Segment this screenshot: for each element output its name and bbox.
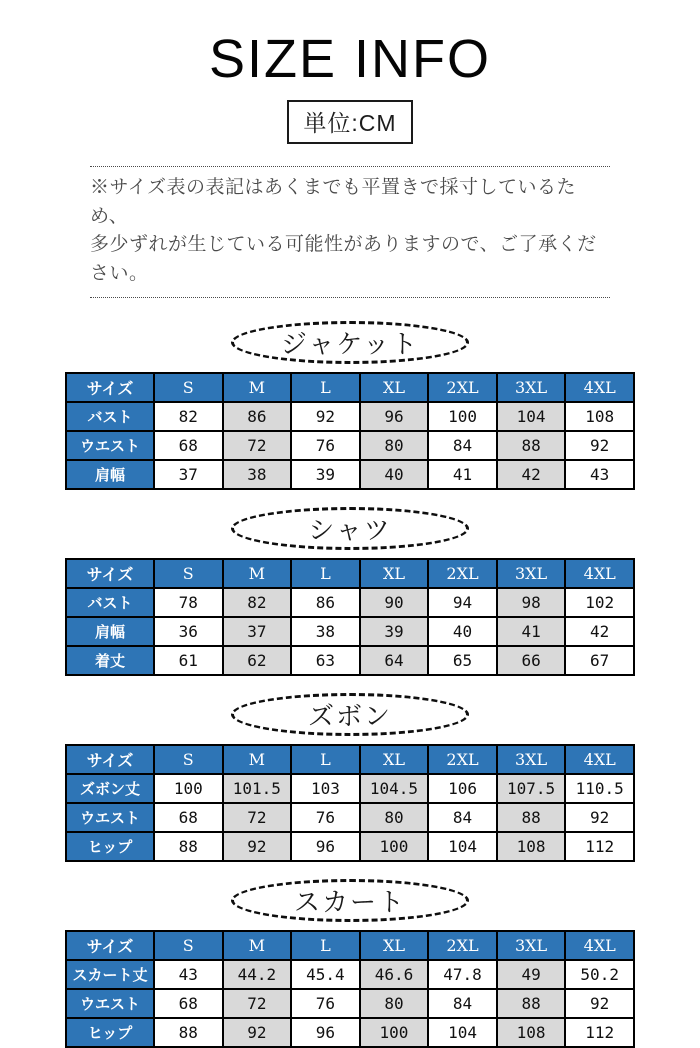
row-label-cell: 肩幅: [66, 617, 154, 646]
size-value-cell: 100: [360, 832, 429, 861]
size-value-cell: 84: [428, 431, 497, 460]
size-header-cell: 2XL: [428, 745, 497, 774]
measurement-row: [66, 588, 634, 617]
size-header-cell: L: [291, 931, 360, 960]
size-value-cell: 67: [565, 646, 634, 675]
size-header-row: [66, 373, 634, 402]
size-value-cell: 72: [223, 431, 292, 460]
measurement-row: [66, 803, 634, 832]
row-label-cell: ウエスト: [66, 431, 154, 460]
section-title-label: シャツ: [308, 516, 392, 545]
size-header-cell: S: [154, 745, 223, 774]
size-value-cell: 82: [223, 588, 292, 617]
size-value-cell: 88: [497, 803, 566, 832]
size-value-cell: 40: [360, 460, 429, 489]
size-value-cell: 43: [154, 960, 223, 989]
size-header-cell: 3XL: [497, 373, 566, 402]
size-header-label: サイズ: [66, 931, 154, 960]
size-value-cell: 101.5: [223, 774, 292, 803]
size-table-shirt: [65, 558, 635, 676]
size-value-cell: 68: [154, 431, 223, 460]
size-value-cell: 100: [154, 774, 223, 803]
size-value-cell: 42: [497, 460, 566, 489]
measurement-row: [66, 832, 634, 861]
size-header-cell: 2XL: [428, 931, 497, 960]
size-value-cell: 104: [497, 402, 566, 431]
size-table-skirt: [65, 930, 635, 1048]
size-table-jacket: [65, 372, 635, 490]
row-label-cell: バスト: [66, 588, 154, 617]
size-value-cell: 76: [291, 989, 360, 1018]
section-title-label: スカート: [293, 888, 406, 917]
size-header-cell: M: [223, 373, 292, 402]
size-header-cell: S: [154, 931, 223, 960]
size-value-cell: 38: [223, 460, 292, 489]
size-value-cell: 96: [291, 832, 360, 861]
measurement-row: [66, 460, 634, 489]
size-value-cell: 104: [428, 832, 497, 861]
size-header-row: [66, 559, 634, 588]
size-header-cell: 3XL: [497, 559, 566, 588]
size-header-cell: S: [154, 559, 223, 588]
section-pants: [0, 693, 700, 862]
row-label-cell: 肩幅: [66, 460, 154, 489]
size-value-cell: 88: [497, 431, 566, 460]
size-table-pants: [65, 744, 635, 862]
size-value-cell: 88: [154, 1018, 223, 1047]
size-value-cell: 104.5: [360, 774, 429, 803]
row-label-cell: ヒップ: [66, 1018, 154, 1047]
size-header-cell: XL: [360, 931, 429, 960]
size-value-cell: 92: [565, 803, 634, 832]
row-label-cell: ウエスト: [66, 803, 154, 832]
size-header-cell: 4XL: [565, 931, 634, 960]
size-value-cell: 80: [360, 431, 429, 460]
size-header-cell: M: [223, 745, 292, 774]
size-header-cell: S: [154, 373, 223, 402]
size-value-cell: 72: [223, 989, 292, 1018]
size-value-cell: 94: [428, 588, 497, 617]
note-line-2: 多少ずれが生じている可能性がありますので、ご了承ください。: [90, 234, 597, 284]
section-title-ellipse-jacket: [231, 321, 469, 364]
size-header-label: サイズ: [66, 559, 154, 588]
size-header-cell: L: [291, 745, 360, 774]
size-value-cell: 37: [223, 617, 292, 646]
size-header-cell: L: [291, 373, 360, 402]
measurement-note: [90, 166, 610, 298]
size-header-cell: M: [223, 559, 292, 588]
size-value-cell: 72: [223, 803, 292, 832]
row-label-cell: 着丈: [66, 646, 154, 675]
size-header-cell: 3XL: [497, 931, 566, 960]
section-skirt: [0, 879, 700, 1048]
size-value-cell: 36: [154, 617, 223, 646]
size-value-cell: 98: [497, 588, 566, 617]
size-header-cell: M: [223, 931, 292, 960]
measurement-row: [66, 402, 634, 431]
size-value-cell: 39: [360, 617, 429, 646]
size-value-cell: 103: [291, 774, 360, 803]
size-header-cell: 4XL: [565, 373, 634, 402]
size-value-cell: 92: [223, 1018, 292, 1047]
size-value-cell: 64: [360, 646, 429, 675]
size-header-row: [66, 745, 634, 774]
section-title-ellipse-pants: [231, 693, 469, 736]
size-value-cell: 78: [154, 588, 223, 617]
size-value-cell: 88: [497, 989, 566, 1018]
size-header-cell: XL: [360, 559, 429, 588]
size-value-cell: 96: [291, 1018, 360, 1047]
section-title-ellipse-shirt: [231, 507, 469, 550]
size-value-cell: 110.5: [565, 774, 634, 803]
size-header-cell: XL: [360, 373, 429, 402]
row-label-cell: ウエスト: [66, 989, 154, 1018]
size-value-cell: 41: [497, 617, 566, 646]
size-value-cell: 92: [565, 989, 634, 1018]
size-value-cell: 68: [154, 989, 223, 1018]
section-shirt: [0, 507, 700, 676]
size-header-row: [66, 931, 634, 960]
size-value-cell: 104: [428, 1018, 497, 1047]
size-value-cell: 90: [360, 588, 429, 617]
size-value-cell: 68: [154, 803, 223, 832]
size-value-cell: 106: [428, 774, 497, 803]
size-value-cell: 84: [428, 803, 497, 832]
size-value-cell: 40: [428, 617, 497, 646]
size-value-cell: 108: [497, 832, 566, 861]
row-label-cell: ズボン丈: [66, 774, 154, 803]
size-value-cell: 47.8: [428, 960, 497, 989]
size-header-label: サイズ: [66, 745, 154, 774]
unit-box-wrap: [0, 100, 700, 144]
row-label-cell: バスト: [66, 402, 154, 431]
size-value-cell: 38: [291, 617, 360, 646]
measurement-row: [66, 646, 634, 675]
size-value-cell: 45.4: [291, 960, 360, 989]
size-value-cell: 65: [428, 646, 497, 675]
size-value-cell: 108: [565, 402, 634, 431]
note-line-1: ※サイズ表の表記はあくまでも平置きで採寸しているため、: [90, 177, 576, 227]
measurement-row: [66, 617, 634, 646]
size-value-cell: 92: [291, 402, 360, 431]
page-title: SIZE INFO: [208, 29, 491, 89]
size-value-cell: 43: [565, 460, 634, 489]
size-value-cell: 80: [360, 989, 429, 1018]
size-value-cell: 76: [291, 431, 360, 460]
size-value-cell: 108: [497, 1018, 566, 1047]
size-header-cell: 4XL: [565, 745, 634, 774]
size-value-cell: 76: [291, 803, 360, 832]
size-value-cell: 86: [291, 588, 360, 617]
size-value-cell: 96: [360, 402, 429, 431]
unit-label: 単位:CM: [287, 100, 412, 144]
size-header-label: サイズ: [66, 373, 154, 402]
size-value-cell: 37: [154, 460, 223, 489]
size-header-cell: L: [291, 559, 360, 588]
size-header-cell: 3XL: [497, 745, 566, 774]
measurement-row: [66, 774, 634, 803]
section-title-ellipse-skirt: [231, 879, 469, 922]
size-value-cell: 84: [428, 989, 497, 1018]
size-header-cell: XL: [360, 745, 429, 774]
size-value-cell: 102: [565, 588, 634, 617]
size-value-cell: 46.6: [360, 960, 429, 989]
size-value-cell: 61: [154, 646, 223, 675]
size-info-page: [0, 29, 700, 1048]
size-value-cell: 86: [223, 402, 292, 431]
size-header-cell: 2XL: [428, 559, 497, 588]
section-title-label: ジャケット: [280, 330, 420, 359]
section-title-label: ズボン: [307, 702, 392, 731]
size-header-cell: 4XL: [565, 559, 634, 588]
size-value-cell: 100: [428, 402, 497, 431]
size-value-cell: 63: [291, 646, 360, 675]
size-value-cell: 92: [565, 431, 634, 460]
size-value-cell: 62: [223, 646, 292, 675]
size-value-cell: 100: [360, 1018, 429, 1047]
size-value-cell: 80: [360, 803, 429, 832]
size-value-cell: 39: [291, 460, 360, 489]
row-label-cell: ヒップ: [66, 832, 154, 861]
size-value-cell: 88: [154, 832, 223, 861]
measurement-row: [66, 960, 634, 989]
section-jacket: [0, 321, 700, 490]
measurement-row: [66, 1018, 634, 1047]
size-value-cell: 41: [428, 460, 497, 489]
size-value-cell: 50.2: [565, 960, 634, 989]
size-value-cell: 49: [497, 960, 566, 989]
size-value-cell: 92: [223, 832, 292, 861]
size-value-cell: 107.5: [497, 774, 566, 803]
size-value-cell: 42: [565, 617, 634, 646]
measurement-row: [66, 431, 634, 460]
size-value-cell: 112: [565, 1018, 634, 1047]
size-value-cell: 82: [154, 402, 223, 431]
row-label-cell: スカート丈: [66, 960, 154, 989]
size-value-cell: 44.2: [223, 960, 292, 989]
size-value-cell: 66: [497, 646, 566, 675]
size-header-cell: 2XL: [428, 373, 497, 402]
size-value-cell: 112: [565, 832, 634, 861]
measurement-row: [66, 989, 634, 1018]
